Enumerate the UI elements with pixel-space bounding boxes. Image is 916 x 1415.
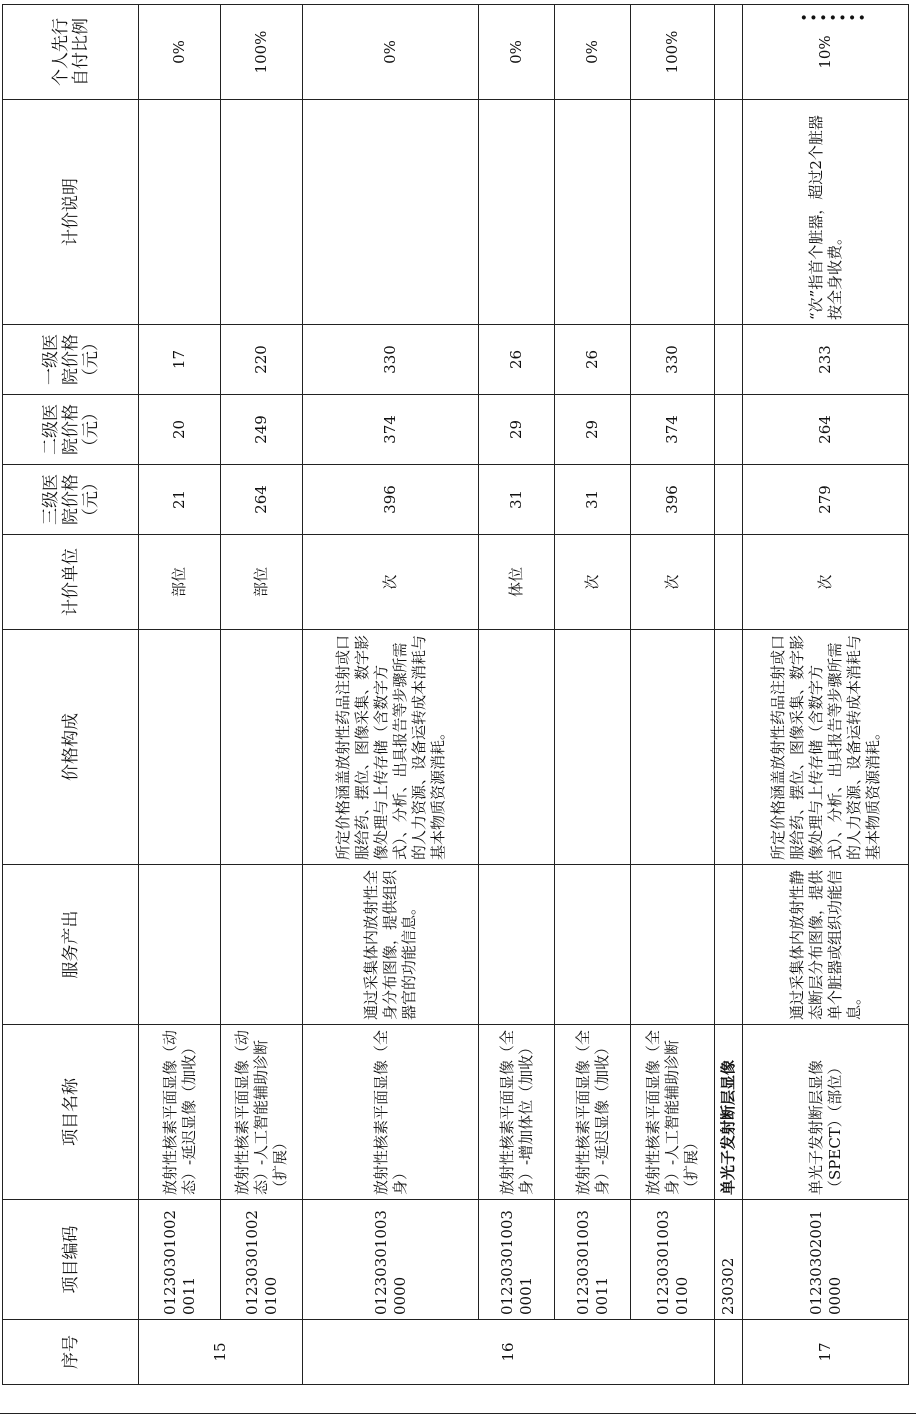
- seq-cell: [715, 1320, 743, 1385]
- unit-cell: 次: [631, 535, 715, 630]
- header-p1-l1: 一级医: [40, 334, 61, 385]
- name-cell: 放射性核素平面显像（全身）-延迟显像（加收）: [555, 1025, 631, 1200]
- section-row: [715, 5, 743, 1385]
- name-cell: 放射性核素平面显像（动态）-人工智能辅助诊断（扩展）: [221, 1025, 303, 1200]
- note-cell: [555, 100, 631, 325]
- price-level3-cell: 31: [479, 465, 555, 535]
- note-cell: [139, 100, 221, 325]
- price-level3-cell: 279: [743, 465, 909, 535]
- header-ratio-l2: 自付比例: [70, 18, 91, 86]
- header-seq: 序号: [3, 1320, 139, 1385]
- header-note: 计价说明: [3, 100, 139, 325]
- ratio-cell: 0%: [139, 5, 221, 100]
- service-cell: [221, 865, 303, 1025]
- service-cell: [631, 865, 715, 1025]
- header-p3-l3: （元）: [80, 474, 101, 525]
- price-level1-cell: 330: [631, 325, 715, 395]
- price-level1-cell: 26: [555, 325, 631, 395]
- header-name: 项目名称: [3, 1025, 139, 1200]
- header-price-level3: [3, 465, 139, 535]
- price-level2-cell: 264: [743, 395, 909, 465]
- ratio-cell: 100%: [631, 5, 715, 100]
- header-p3-l1: 三级医: [40, 474, 61, 525]
- price-level2-cell: 374: [303, 395, 479, 465]
- code-cell: 012303010030000: [303, 1200, 479, 1320]
- price-level3-cell: 31: [555, 465, 631, 535]
- page-frame-line: [0, 1413, 916, 1414]
- ratio-cell: 0%: [479, 5, 555, 100]
- price-level3-cell: 396: [303, 465, 479, 535]
- name-cell: 放射性核素平面显像（动态）-延迟显像（加收）: [139, 1025, 221, 1200]
- price-level1-cell: 330: [303, 325, 479, 395]
- composition-cell: [631, 630, 715, 865]
- composition-cell: 所定价格涵盖放射性药品注射或口服给药、摆位、图像采集、数字影像处理与上传存储（含数字方式）、分析、出具报告等步骤所需的人力资源、设备运转成本消耗与基本物质资源消耗。: [743, 630, 909, 865]
- ratio-cell: 0%: [303, 5, 479, 100]
- price-level2-cell: 374: [631, 395, 715, 465]
- composition-cell: [139, 630, 221, 865]
- service-cell: [139, 865, 221, 1025]
- price-level2-cell: 29: [555, 395, 631, 465]
- ratio-cell: [715, 5, 743, 100]
- price-level2-cell: 20: [139, 395, 221, 465]
- code-cell: 012303010020011: [139, 1200, 221, 1320]
- price-level3-cell: 264: [221, 465, 303, 535]
- header-code: 项目编码: [3, 1200, 139, 1320]
- code-cell: 012303010030011: [555, 1200, 631, 1320]
- header-price-level1: [3, 325, 139, 395]
- code-cell: 012303020010000: [743, 1200, 909, 1320]
- service-cell: [555, 865, 631, 1025]
- note-cell: [303, 100, 479, 325]
- note-cell: [479, 100, 555, 325]
- unit-cell: 次: [555, 535, 631, 630]
- table-row: [555, 5, 631, 1385]
- seq-cell: 17: [743, 1320, 909, 1385]
- header-p1-l3: （元）: [80, 334, 101, 385]
- composition-cell: [479, 630, 555, 865]
- unit-cell: 次: [743, 535, 909, 630]
- header-ratio-l1: 个人先行: [50, 18, 71, 86]
- price-level1-cell: 26: [479, 325, 555, 395]
- table-row: [303, 5, 479, 1385]
- price-level1-cell: 233: [743, 325, 909, 395]
- price-level1-cell: 17: [139, 325, 221, 395]
- name-cell: 放射性核素平面显像（全身）: [303, 1025, 479, 1200]
- table-row: [139, 5, 221, 1385]
- price-level1-cell: 220: [221, 325, 303, 395]
- seq-cell: 16: [303, 1320, 715, 1385]
- table-row: [479, 5, 555, 1385]
- price-level1-cell: [715, 325, 743, 395]
- unit-cell: 体位: [479, 535, 555, 630]
- composition-cell: [715, 630, 743, 865]
- name-cell: 单光子发射断层显像（SPECT）（部位）: [743, 1025, 909, 1200]
- table-row: [631, 5, 715, 1385]
- table-row: [221, 5, 303, 1385]
- ratio-cell: 0%: [555, 5, 631, 100]
- composition-cell: [555, 630, 631, 865]
- price-level2-cell: 249: [221, 395, 303, 465]
- ratio-cell: 10%: [743, 5, 909, 100]
- code-cell: 012303010030100: [631, 1200, 715, 1320]
- header-row: [3, 5, 139, 1385]
- section-code-cell: 230302: [715, 1200, 743, 1320]
- name-cell: 放射性核素平面显像（全身）-人工智能辅助诊断（扩展）: [631, 1025, 715, 1200]
- service-cell: [715, 865, 743, 1025]
- header-p1-l2: 院价格: [60, 334, 81, 385]
- header-p2-l2: 院价格: [60, 404, 81, 455]
- unit-cell: 部位: [139, 535, 221, 630]
- note-cell: [631, 100, 715, 325]
- composition-cell: [221, 630, 303, 865]
- header-unit: 计价单位: [3, 535, 139, 630]
- table-row: [743, 5, 909, 1385]
- code-cell: 012303010020100: [221, 1200, 303, 1320]
- price-level2-cell: [715, 395, 743, 465]
- note-cell: [715, 100, 743, 325]
- unit-cell: [715, 535, 743, 630]
- price-level3-cell: 396: [631, 465, 715, 535]
- note-cell: “次”指首个脏器，超过2个脏器按全身收费。: [743, 100, 909, 325]
- service-cell: 通过采集体内放射性全身分布图像，提供组织器官的功能信息。: [303, 865, 479, 1025]
- header-p2-l3: （元）: [80, 404, 101, 455]
- header-composition: 价格构成: [3, 630, 139, 865]
- note-cell: [221, 100, 303, 325]
- price-table: [2, 4, 909, 1385]
- composition-cell: 所定价格涵盖放射性药品注射或口服给药、摆位、图像采集、数字影像处理与上传存储（含数字方式）、分析、出具报告等步骤所需的人力资源、设备运转成本消耗与基本物质资源消耗。: [303, 630, 479, 865]
- header-service: 服务产出: [3, 865, 139, 1025]
- header-ratio: [3, 5, 139, 100]
- code-cell: 012303010030001: [479, 1200, 555, 1320]
- header-p2-l1: 二级医: [40, 404, 61, 455]
- price-level3-cell: [715, 465, 743, 535]
- continuation-dots: ·······: [800, 5, 868, 31]
- price-level2-cell: 29: [479, 395, 555, 465]
- header-p3-l2: 院价格: [60, 474, 81, 525]
- ratio-cell: 100%: [221, 5, 303, 100]
- section-name-cell: 单光子发射断层显像: [715, 1025, 743, 1200]
- unit-cell: 部位: [221, 535, 303, 630]
- service-cell: 通过采集体内放射性静态断层分布图像，提供单个脏器或组织功能信息。: [743, 865, 909, 1025]
- unit-cell: 次: [303, 535, 479, 630]
- price-level3-cell: 21: [139, 465, 221, 535]
- header-price-level2: [3, 395, 139, 465]
- name-cell: 放射性核素平面显像（全身）-增加体位（加收）: [479, 1025, 555, 1200]
- seq-cell: 15: [139, 1320, 303, 1385]
- service-cell: [479, 865, 555, 1025]
